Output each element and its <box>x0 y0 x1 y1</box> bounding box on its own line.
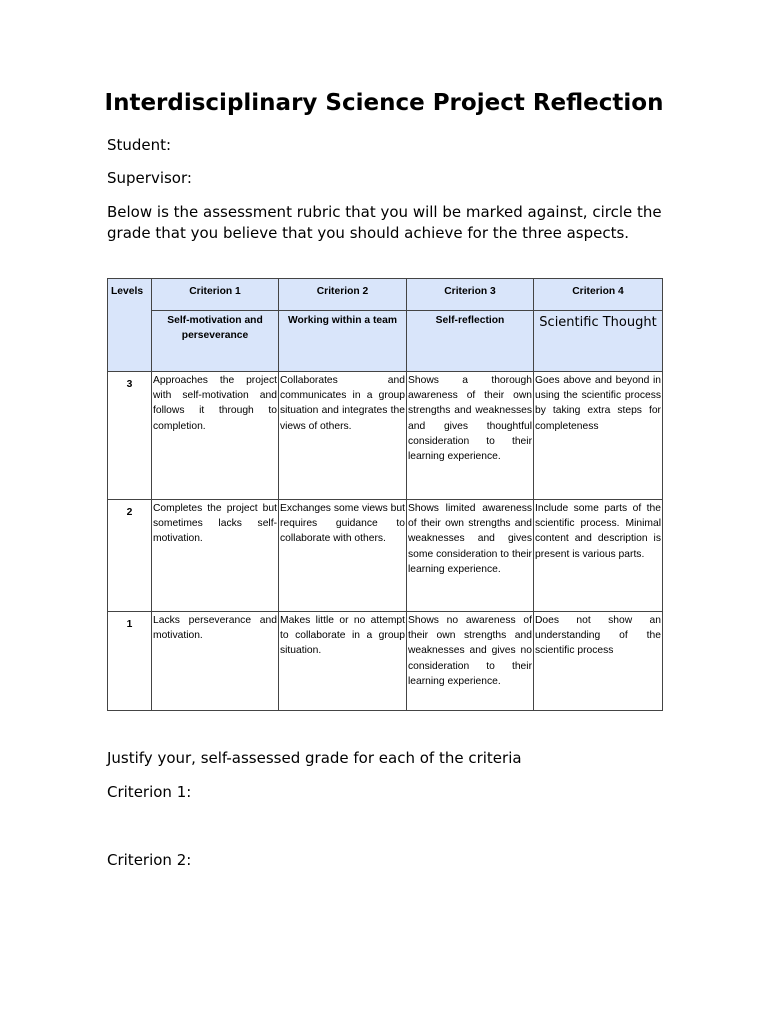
aspect-self-motivation: Self-motivation and perseverance <box>152 311 279 372</box>
level-cell: 1 <box>108 612 152 711</box>
criterion-2-header: Criterion 2 <box>279 279 407 311</box>
table-cell: Shows limited awareness of their own strengths and weaknesses and gives some consideration to their learning experience. <box>407 500 534 612</box>
criterion-3-header: Criterion 3 <box>407 279 534 311</box>
table-cell: Shows a thorough awareness of their own strengths and weaknesses and gives thoughtful consideration to their learning experience. <box>407 372 534 500</box>
level-cell: 2 <box>108 500 152 612</box>
table-cell: Shows no awareness of their own strengths and weaknesses and gives no consideration to their learning experience. <box>407 612 534 711</box>
table-row <box>108 500 663 612</box>
criterion-4-header: Criterion 4 <box>534 279 663 311</box>
table-cell: Lacks perseverance and motivation. <box>152 612 279 711</box>
aspect-self-reflection: Self-reflection <box>407 311 534 372</box>
document-title: Interdisciplinary Science Project Reflection <box>104 90 664 116</box>
justify-prompt: Justify your, self-assessed grade for each of the criteria <box>107 749 522 767</box>
assessment-rubric-table <box>107 278 663 711</box>
rubric-aspect-row <box>108 311 663 372</box>
criterion-2-label: Criterion 2: <box>107 851 192 869</box>
table-cell: Include some parts of the scientific process. Minimal content and description is present is various parts. <box>534 500 663 612</box>
table-cell: Completes the project but sometimes lacks self-motivation. <box>152 500 279 612</box>
criterion-1-label: Criterion 1: <box>107 783 192 801</box>
table-row <box>108 612 663 711</box>
rubric-header-row <box>108 279 663 311</box>
level-cell: 3 <box>108 372 152 500</box>
table-cell: Goes above and beyond in using the scientific process by taking extra steps for completeness <box>534 372 663 500</box>
table-row <box>108 372 663 500</box>
levels-header: Levels <box>108 279 152 372</box>
table-cell: Exchanges some views but requires guidance to collaborate with others. <box>279 500 407 612</box>
intro-paragraph: Below is the assessment rubric that you will be marked against, circle the grade that you believe that you should achieve for the three aspects. <box>107 203 662 242</box>
supervisor-label: Supervisor: <box>107 169 192 187</box>
aspect-scientific-thought: Scientific Thought <box>534 311 663 372</box>
table-cell: Makes little or no attempt to collaborate in a group situation. <box>279 612 407 711</box>
table-cell: Does not show an understanding of the scientific process <box>534 612 663 711</box>
criterion-1-header: Criterion 1 <box>152 279 279 311</box>
aspect-teamwork: Working within a team <box>279 311 407 372</box>
student-label: Student: <box>107 136 172 154</box>
table-cell: Collaborates and communicates in a group situation and integrates the views of others. <box>279 372 407 500</box>
table-cell: Approaches the project with self-motivation and follows it through to completion. <box>152 372 279 500</box>
